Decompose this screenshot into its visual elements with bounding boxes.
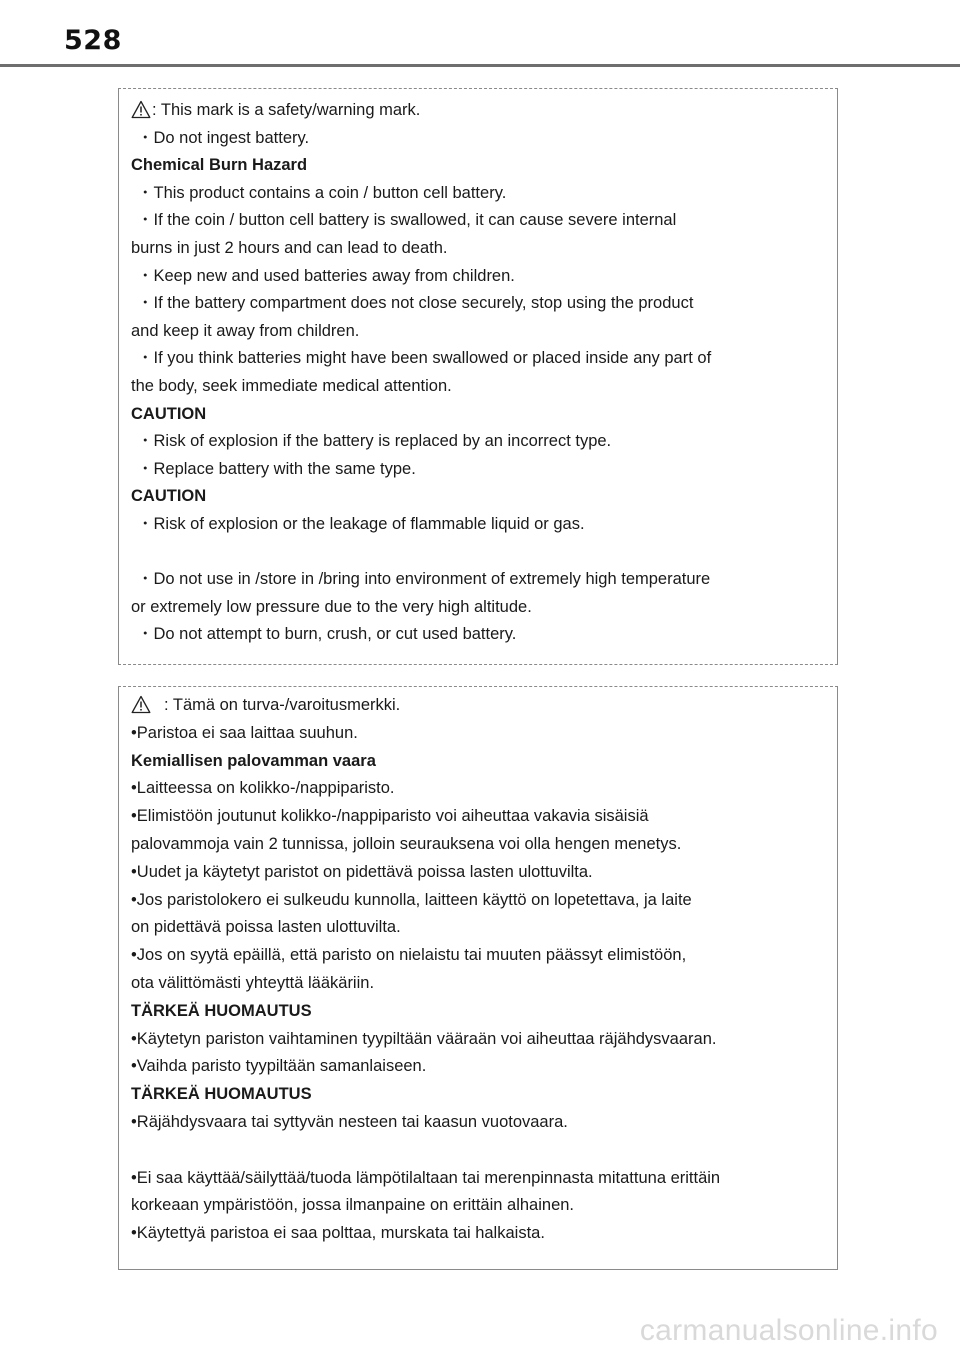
warning-mark-line bbox=[131, 692, 829, 720]
warning-mark-line bbox=[131, 97, 829, 125]
text-line: and keep it away from children. bbox=[131, 321, 360, 340]
text-line: •Räjähdysvaara tai syttyvän nesteen tai kaasun vuotovaara. bbox=[131, 1112, 568, 1131]
section-heading: CAUTION bbox=[131, 487, 207, 506]
text-line: •Laitteessa on kolikko-/nappiparisto. bbox=[131, 779, 395, 798]
text-line: •Jos paristolokero ei sulkeudu kunnolla, laitteen käyttö on lopetettava, ja laite bbox=[131, 890, 692, 909]
page-number: 528 bbox=[64, 25, 122, 56]
text-line: ota välittömästi yhteyttä lääkäriin. bbox=[131, 973, 375, 992]
text-line: •Käytetyn pariston vaihtaminen tyypiltään vääraän voi aiheuttaa räjähdysvaaran. bbox=[131, 1029, 717, 1048]
english-lines bbox=[131, 125, 829, 649]
blank-line bbox=[131, 539, 829, 567]
text-line: on pidettävä poissa lasten ulottuvilta. bbox=[131, 918, 401, 937]
text-line: •Ei saa käyttää/säilyttää/tuoda lämpötilaltaan tai merenpinnasta mitattuna erittäin bbox=[131, 1168, 721, 1187]
warning-mark-text: : Tämä on turva-/varoitusmerkki. bbox=[164, 696, 401, 714]
text-line: burns in just 2 hours and can lead to death. bbox=[131, 238, 448, 257]
section-heading: Chemical Burn Hazard bbox=[131, 156, 308, 175]
text-line: the body, seek immediate medical attention. bbox=[131, 376, 452, 395]
section-heading: CAUTION bbox=[131, 404, 207, 423]
warning-box-finnish bbox=[118, 686, 838, 1270]
text-line: •Elimistöön joutunut kolikko-/nappiparisto voi aiheuttaa vakavia sisäisiä bbox=[131, 807, 649, 826]
text-line: •Käytettyä paristoa ei saa polttaa, murskata tai halkaista. bbox=[131, 1224, 545, 1243]
text-line: palovammoja vain 2 tunnissa, jolloin seurauksena voi olla hengen menetys. bbox=[131, 834, 682, 853]
text-line: •Vaihda paristo tyypiltään samanlaiseen. bbox=[131, 1057, 427, 1076]
bullet-item: ・This product contains a coin / button cell battery. bbox=[137, 183, 507, 202]
bullet-item: ・Do not use in /store in /bring into environment of extremely high temperature bbox=[137, 570, 711, 589]
bullet-item: ・Replace battery with the same type. bbox=[137, 459, 416, 478]
section-heading: Kemiallisen palovamman vaara bbox=[131, 751, 376, 770]
bullet-item: ・If the battery compartment does not close securely, stop using the product bbox=[137, 294, 694, 313]
bullet-item: ・Do not ingest battery. bbox=[137, 128, 310, 147]
bullet-item: ・Risk of explosion or the leakage of flammable liquid or gas. bbox=[137, 514, 585, 533]
text-line: •Jos on syytä epäillä, että paristo on nielaistu tai muuten päässyt elimistöön, bbox=[131, 946, 687, 965]
text-line: •Paristoa ei saa laittaa suuhun. bbox=[131, 723, 358, 742]
text-line: •Uudet ja käytetyt paristot on pidettävä poissa lasten ulottuvilta. bbox=[131, 862, 593, 881]
section-heading: TÄRKEÄ HUOMAUTUS bbox=[131, 1085, 312, 1104]
bullet-item: ・Risk of explosion if the battery is replaced by an incorrect type. bbox=[137, 432, 612, 451]
warning-box-english bbox=[118, 88, 838, 665]
bullet-item: ・Keep new and used batteries away from children. bbox=[137, 266, 515, 285]
warning-mark-text: : This mark is a safety/warning mark. bbox=[152, 101, 421, 119]
finnish-lines bbox=[131, 720, 829, 1248]
bullet-item: ・If you think batteries might have been swallowed or placed inside any part of bbox=[137, 349, 712, 368]
bullet-item: ・If the coin / button cell battery is swallowed, it can cause severe internal bbox=[137, 211, 677, 230]
header-rule bbox=[0, 64, 960, 67]
blank-line bbox=[131, 1137, 829, 1165]
text-line: or extremely low pressure due to the very high altitude. bbox=[131, 597, 532, 616]
text-line: korkeaan ympäristöön, jossa ilmanpaine on erittäin alhainen. bbox=[131, 1196, 575, 1215]
section-heading: TÄRKEÄ HUOMAUTUS bbox=[131, 1001, 312, 1020]
bullet-item: ・Do not attempt to burn, crush, or cut used battery. bbox=[137, 625, 517, 644]
watermark: carmanualsonline.info bbox=[639, 1314, 938, 1347]
